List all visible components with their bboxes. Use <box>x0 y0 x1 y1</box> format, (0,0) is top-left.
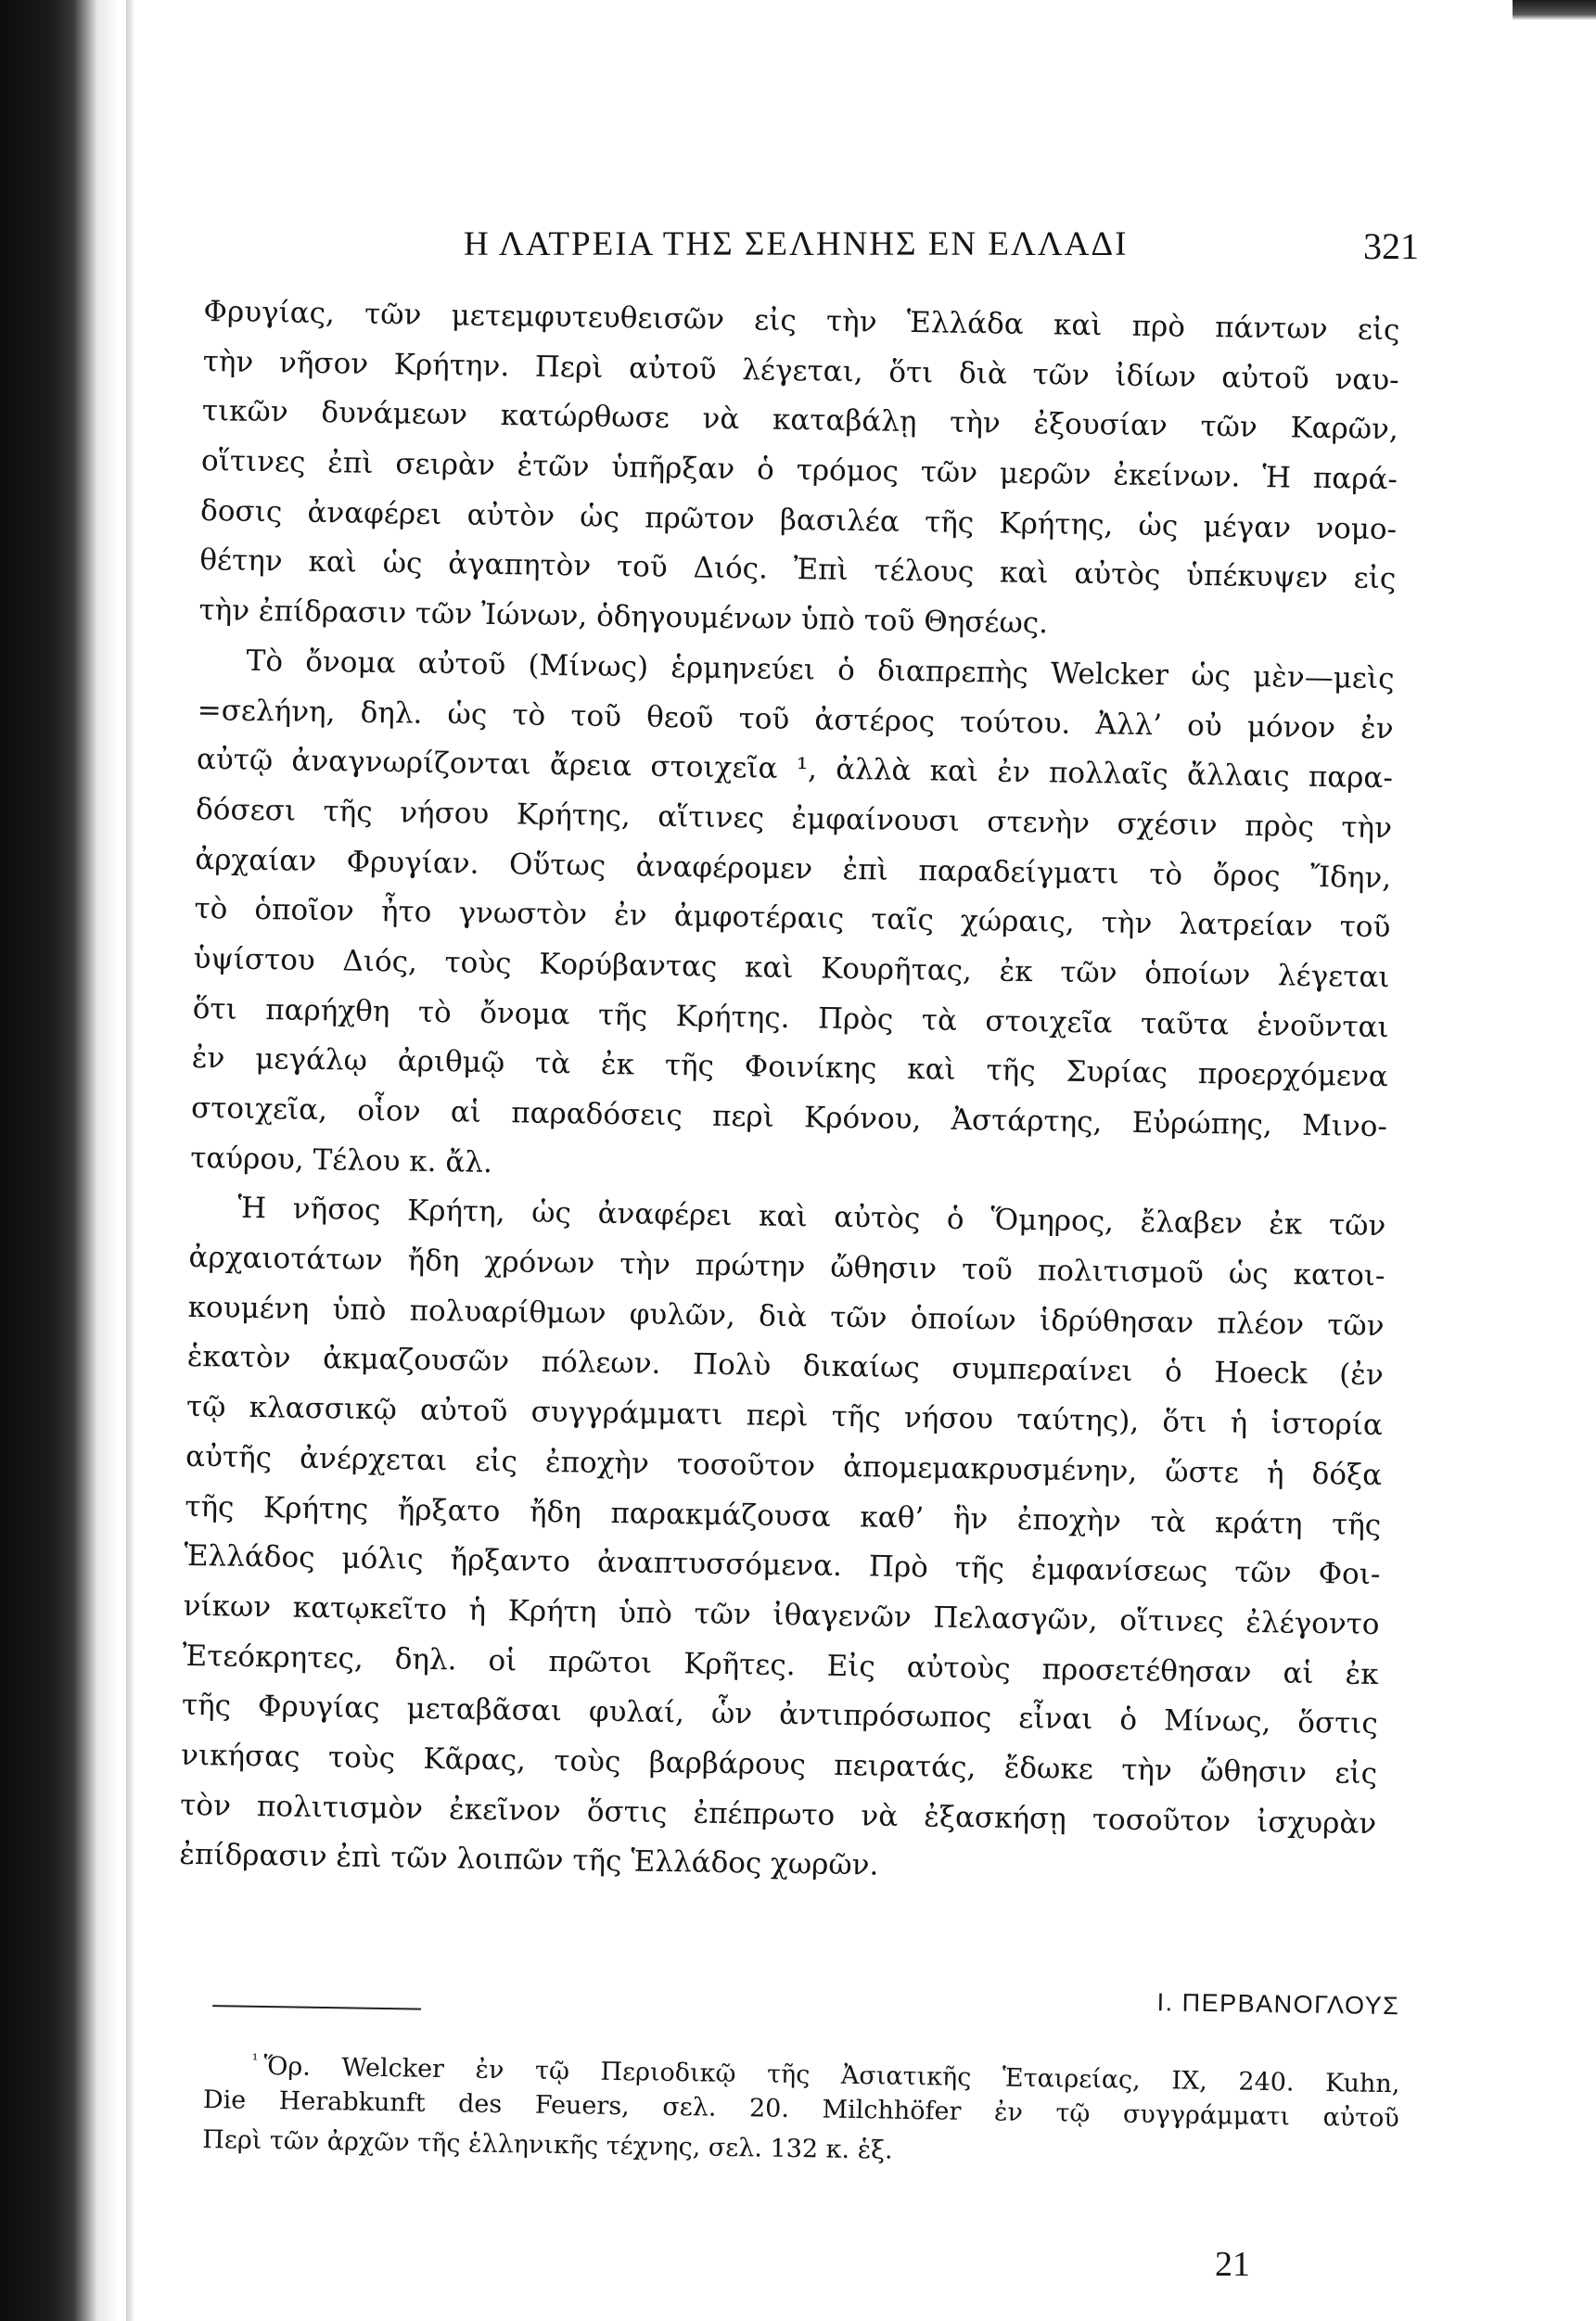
text-line: =σελήνη, δηλ. ὡς τὸ τοῦ θεοῦ τοῦ ἀστέρος τούτου. Ἀλλ’ οὐ μόνον ἐν <box>197 693 1394 746</box>
text-line: ἀρχαίαν Φρυγίαν. Οὕτως ἀναφέρομεν ἐπὶ παραδείγματι τὸ ὄρος Ἴδην, <box>195 842 1392 895</box>
text-line: ταύρου, Τέλου κ. ἄλ. <box>189 1141 493 1180</box>
text-line: τικῶν δυνάμεων κατώρθωσε νὰ καταβάλῃ τὴν ἐξουσίαν τῶν Καρῶν, <box>201 394 1399 447</box>
paragraph-start-line: Ἡ νῆσος Κρήτη, ὡς ἀναφέρει καὶ αὐτὸς ὁ Ὅμηρος, ἔλαβεν ἐκ τῶν <box>237 1192 1386 1243</box>
signature-number: 21 <box>1215 2245 1250 2284</box>
footnote-marker: ¹ <box>251 2050 259 2070</box>
book-page <box>179 0 1419 2321</box>
text-line: αὐτῆς ἀνέρχεται εἰς ἐποχὴν τοσοῦτον ἀπομεμακρυσμένην, ὥστε ἡ δόξα <box>185 1439 1383 1492</box>
text-line: αὐτῷ ἀναγνωρίζονται ἄρεια στοιχεῖα ¹, ἀλλὰ καὶ ἐν πολλαῖς ἄλλαις παρα- <box>196 743 1394 796</box>
text-line: νίκων κατῳκεῖτο ἡ Κρήτη ὑπὸ τῶν ἰθαγενῶν Πελασγῶν, οἵτινες ἐλέγοντο <box>183 1588 1380 1641</box>
text-line: τῆς Φρυγίας μεταβᾶσαι φυλαί, ὧν ἀντιπρόσωπος εἶναι ὁ Μίνως, ὅστις <box>181 1689 1379 1741</box>
page-corner-shadow <box>1513 0 1596 20</box>
text-line: ἀρχαιοτάτων ἤδη χρόνων τὴν πρώτην ὤθησιν τοῦ πολιτισμοῦ ὡς κατοι- <box>188 1240 1385 1294</box>
text-line: τὸν πολιτισμὸν ἐκεῖνον ὅστις ἐπέπρωτο νὰ ἐξασκήσῃ τοσοῦτον ἰσχυρὰν <box>180 1788 1377 1841</box>
text-line: τὴν νῆσον Κρήτην. Περὶ αὐτοῦ λέγεται, ὅτι διὰ τῶν ἰδίων αὐτοῦ ναυ- <box>202 344 1399 397</box>
text-line: ἐπίδρασιν ἐπὶ τῶν λοιπῶν τῆς Ἑλλάδος χωρῶν. <box>179 1838 879 1882</box>
text-line: ὑψίστου Διός, τοὺς Κορύβαντας καὶ Κουρῆτας, ἐκ τῶν ὁποίων λέγεται <box>193 941 1390 995</box>
text-line: ὅτι παρήχθη τὸ ὄνομα τῆς Κρήτης. Πρὸς τὰ στοιχεῖα ταῦτα ἑνοῦνται <box>192 991 1389 1044</box>
footnote-line: Περὶ τῶν ἀρχῶν τῆς ἑλληνικῆς τέχνης, σελ. 132 κ. ἑξ. <box>202 2124 893 2165</box>
footnote-text: Ὅρ. Welcker ἐν τῷ Περιοδικῷ τῆς Ἀσιατικῆς Ἑταιρείας, IX, 240. Kuhn, <box>263 2052 1400 2099</box>
gutter-edge-shadow <box>126 0 135 2321</box>
footnotes <box>202 2040 1400 2178</box>
text-line: ἑκατὸν ἀκμαζουσῶν πόλεων. Πολὺ δικαίως συμπεραίνει ὁ Hoeck (ἐν <box>186 1340 1385 1393</box>
text-line: τῆς Κρήτης ἤρξατο ἤδη παρακμάζουσα καθ’ ἣν ἐποχὴν τὰ κράτη τῆς <box>185 1489 1382 1542</box>
text-line: οἵτινες ἐπὶ σειρὰν ἐτῶν ὑπῆρξαν ὁ τρόμος τῶν μερῶν ἐκείνων. Ἡ παρά- <box>200 444 1398 497</box>
text-line: δοσις ἀναφέρει αὐτὸν ὡς πρῶτον βασιλέα τῆς Κρήτης, ὡς μέγαν νομο- <box>199 493 1398 546</box>
text-line: δόσεσι τῆς νήσου Κρήτης, αἵτινες ἐμφαίνουσι στενὴν σχέσιν πρὸς τὴν <box>195 792 1393 846</box>
footnote-line: Die Herabkunft des Feuers, σελ. 20. Milchhöfer ἐν τῷ συγγράμματι αὐτοῦ <box>202 2085 1400 2134</box>
paragraph-start-line: Τὸ ὄνομα αὐτοῦ (Μίνως) ἑρμηνεύει ὁ διαπρεπὴς Welcker ὡς μὲν—μεὶς <box>246 644 1395 696</box>
text-line: τὴν ἐπίδρασιν τῶν Ἰώνων, ὁδηγουμένων ὑπὸ τοῦ Θησέως. <box>198 593 1049 641</box>
text-line: τὸ ὁποῖον ἦτο γνωστὸν ἐν ἀμφοτέραις ταῖς χώραις, τὴν λατρείαν τοῦ <box>194 892 1391 945</box>
text-line: Ἑλλάδος μόλις ἤρξαντο ἀναπτυσσόμενα. Πρὸ τῆς ἐμφανίσεως τῶν Φοι- <box>184 1539 1381 1592</box>
footnote-rule <box>212 2005 421 2010</box>
text-line: θέτην καὶ ὡς ἀγαπητὸν τοῦ Διός. Ἐπὶ τέλους καὶ αὐτὸς ὑπέκυψεν εἰς <box>199 543 1397 596</box>
body-text <box>179 287 1400 1899</box>
text-line: τῷ κλασσικῷ αὐτοῦ συγγράμματι περὶ τῆς νήσου ταύτης), ὅτι ἡ ἱστορία <box>185 1389 1384 1443</box>
running-head <box>204 224 1419 271</box>
text-line: Ἐτεόκρητες, δηλ. οἱ πρῶτοι Κρῆτες. Εἰς αὐτοὺς προσετέθησαν αἱ ἐκ <box>182 1639 1379 1691</box>
page-number: 321 <box>1363 225 1419 267</box>
signature-row <box>203 1955 1419 2030</box>
text-line: κουμένη ὑπὸ πολυαρίθμων φυλῶν, διὰ τῶν ὁποίων ἱδρύθησαν πλέον τῶν <box>187 1290 1385 1343</box>
text-line: στοιχεῖα, οἷον αἱ παραδόσεις περὶ Κρόνου, Ἀστάρτης, Εὐρώπης, Μινο- <box>190 1090 1388 1144</box>
text-line: νικήσας τοὺς Κᾶρας, τοὺς βαρβάρους πειρατάς, ἔδωκε τὴν ὤθησιν εἰς <box>180 1738 1378 1792</box>
book-gutter-shadow <box>0 0 119 2321</box>
running-title: Η ΛΑΤΡΕΙΑ ΤΗΣ ΣΕΛΗΝΗΣ ΕΝ ΕΛΛΑΔΙ <box>464 225 1129 263</box>
author-signature: Ι. ΠΕΡΒΑΝΟΓΛΟΥΣ <box>1156 1988 1400 2021</box>
text-line: Φρυγίας, τῶν μετεμφυτευθεισῶν εἰς τὴν Ἑλλάδα καὶ πρὸ πάντων εἰς <box>203 294 1400 348</box>
text-line: ἐν μεγάλῳ ἀριθμῷ τὰ ἐκ τῆς Φοινίκης καὶ τῆς Συρίας προερχόμενα <box>191 1041 1389 1094</box>
